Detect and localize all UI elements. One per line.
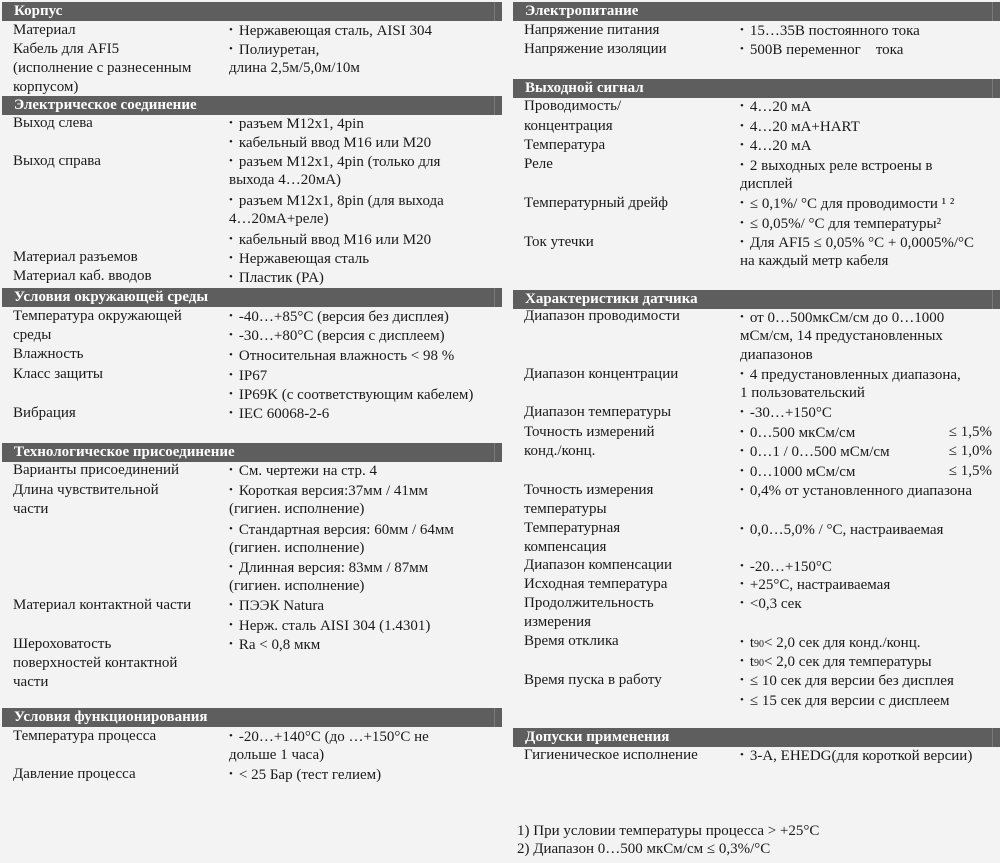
section-header: Характеристики датчика (513, 290, 1000, 309)
section-header: Электрическое соединение (2, 96, 502, 115)
spec-label: Диапазон концентрации (524, 366, 679, 382)
spec-value: • ≤ 10 сек для версии без дисплея (740, 671, 954, 692)
spec-label: Время пуска в работу (524, 672, 662, 688)
spec-value: • Нержавеющая сталь (229, 249, 369, 270)
spec-value: длина 2,5м/5,0м/10м (229, 60, 360, 76)
section-header: Допуски применения (513, 728, 1000, 747)
spec-label: конд./конц. (524, 443, 596, 459)
spec-value: дисплей (740, 176, 793, 192)
spec-value: • 15…35В постоянного тока (740, 21, 920, 42)
spec-value: • -20…+140°C (до …+150°C не (229, 727, 429, 748)
spec-label: Температура окружающей (13, 308, 182, 324)
section-header: Условия функционирования (2, 708, 502, 727)
spec-value: • 4 предустановленных диапазона, (740, 365, 961, 386)
spec-label: Шероховатость (13, 636, 112, 652)
spec-value: • ≤ 15 сек для версии с дисплеем (740, 691, 950, 712)
response-text: < 2,0 сек для конд./конц. (764, 635, 921, 651)
spec-label: Проводимость/ (524, 98, 622, 114)
spec-label: температуры (524, 501, 607, 517)
spec-label: Материал (13, 22, 76, 38)
spec-label: Реле (524, 156, 553, 172)
spec-value: • разъем M12x1, 4pin (только для (229, 152, 440, 173)
spec-value: диапазонов (740, 347, 813, 363)
spec-value: • кабельный ввод M16 или M20 (229, 133, 431, 154)
spec-value: (гигиен. исполнение) (229, 540, 365, 556)
section-header: Выходной сигнал (513, 79, 1000, 98)
spec-label: Температура процесса (13, 728, 157, 744)
spec-value: мСм/см, 14 предустановленных (740, 328, 943, 344)
spec-label: концентрация (524, 118, 613, 134)
spec-value: • Стандартная версия: 60мм / 64мм (229, 520, 454, 541)
spec-value: • 4…20 мА (740, 97, 811, 118)
spec-label: Температура (524, 137, 606, 153)
section-header: Технологическое присоединение (2, 443, 502, 462)
spec-value: • разъем M12x1, 4pin (229, 114, 364, 135)
spec-value: • 500В переменног тока (740, 40, 903, 61)
spec-label: поверхностей контактной (13, 655, 178, 671)
spec-value: • Для AFI5 ≤ 0,05% °C + 0,0005%/°C (740, 233, 974, 254)
accuracy-range: • 0…1 / 0…500 мСм/см (740, 442, 890, 463)
spec-label: Исходная температура (524, 576, 668, 592)
spec-value: • См. чертежи на стр. 4 (229, 461, 377, 482)
spec-value: • 0,4% от установленного диапазона (740, 481, 972, 502)
spec-label: Гигиеническое исполнение (524, 747, 698, 763)
spec-value: 1 пользовательский (740, 385, 865, 401)
spec-value: • 3-A, EHEDG(для короткой версии) (740, 746, 972, 767)
accuracy-range: • 0…500 мкСм/см (740, 423, 855, 444)
spec-label: (исполнение с разнесенным (13, 60, 192, 76)
spec-label: части (13, 501, 49, 517)
spec-value: (гигиен. исполнение) (229, 501, 365, 517)
spec-value: • 4…20 мА+HART (740, 117, 860, 138)
t90-symbol: t (749, 635, 755, 651)
spec-label: Точность измерения (524, 482, 654, 498)
accuracy-limit: ≤ 1,0% (948, 443, 992, 459)
spec-value: • Пластик (PA) (229, 268, 324, 289)
t90-symbol: t (749, 654, 755, 670)
footnote: 2) Диапазон 0…500 мкСм/см ≤ 0,3%/°C (517, 841, 771, 857)
spec-label: среды (13, 327, 52, 343)
spec-value: • Короткая версия:37мм / 41мм (229, 481, 428, 502)
spec-value: • 2 выходных реле встроены в (740, 156, 932, 177)
spec-label: Давление процесса (13, 766, 136, 782)
spec-value: • Нерж. сталь AISI 304 (1.4301) (229, 616, 430, 637)
spec-value: • Относительная влажность < 98 % (229, 346, 454, 367)
spec-value: • -30…+150°C (740, 403, 832, 424)
spec-value: • <0,3 сек (740, 594, 802, 615)
spec-label: Напряжение изоляции (524, 41, 667, 57)
spec-value: • IP67 (229, 366, 267, 387)
spec-value: 4…20мА+реле) (229, 211, 329, 227)
spec-value: • от 0…500мкСм/см до 0…1000 (740, 308, 944, 329)
section-header: Электропитание (513, 2, 1000, 21)
spec-label: Выход слева (13, 115, 93, 131)
spec-label: Материал каб. вводов (13, 268, 152, 284)
spec-label: Длина чувствительной (13, 482, 159, 498)
spec-value: на каждый метр кабеля (740, 253, 889, 269)
spec-label: Варианты присоединений (13, 462, 180, 478)
spec-value: дольше 1 часа) (229, 747, 325, 763)
spec-label: Продолжительность (524, 595, 654, 611)
spec-label: Выход справа (13, 153, 101, 169)
spec-label: Вибрация (13, 405, 76, 421)
spec-label: измерения (524, 614, 592, 630)
spec-value: • разъем M12x1, 8pin (для выхода (229, 191, 444, 212)
spec-label: Класс защиты (13, 366, 104, 382)
spec-value: • -30…+80°C (версия с дисплеем) (229, 326, 445, 347)
accuracy-limit: ≤ 1,5% (948, 463, 992, 479)
spec-value: • +25°C, настраиваемая (740, 575, 890, 596)
spec-label: Диапазон проводимости (524, 308, 680, 324)
spec-value: • Ra < 0,8 мкм (229, 635, 320, 656)
spec-value: • ≤ 0,1%/ °C для проводимости ¹ ² (740, 194, 954, 215)
spec-label: Точность измерений (524, 424, 655, 440)
spec-label: Влажность (13, 346, 84, 362)
spec-value: • -40…+85°C (версия без дисплея) (229, 307, 449, 328)
spec-value: • 4…20 мА (740, 136, 811, 157)
spec-label: части (13, 674, 49, 690)
spec-value: • Длинная версия: 83мм / 87мм (229, 558, 428, 579)
spec-value: выхода 4…20мА) (229, 172, 342, 188)
section-header: Корпус (2, 2, 502, 21)
spec-value: • кабельный ввод M16 или M20 (229, 230, 431, 251)
spec-value: (гигиен. исполнение) (229, 578, 365, 594)
accuracy-limit: ≤ 1,5% (948, 424, 992, 440)
spec-value: • 0,0…5,0% / °C, настраиваемая (740, 520, 943, 541)
spec-value: • ПЭЭК Natura (229, 596, 324, 617)
spec-label: Материал разъемов (13, 249, 138, 265)
spec-label: Диапазон температуры (524, 404, 672, 420)
spec-label: Температурная (524, 520, 621, 536)
t90-subscript: 90 (754, 639, 765, 650)
spec-label: Напряжение питания (524, 22, 660, 38)
spec-label: Диапазон компенсации (524, 557, 673, 573)
spec-label: Кабель для AFI5 (13, 41, 120, 57)
spec-label: Материал контактной части (13, 597, 192, 613)
spec-label: Температурный дрейф (524, 195, 668, 211)
spec-value: • IEC 60068-2-6 (229, 404, 329, 425)
spec-label: Ток утечки (524, 234, 594, 250)
spec-value: • Полиуретан, (229, 40, 319, 61)
spec-value: • ≤ 0,05%/ °C для температуры² (740, 214, 941, 235)
spec-value: • -20…+150°C (740, 557, 832, 578)
response-text: < 2,0 сек для температуры (764, 654, 932, 670)
spec-value: • Нержавеющая сталь, AISI 304 (229, 21, 432, 42)
accuracy-range: • 0…1000 мСм/см (740, 462, 855, 483)
spec-label: компенсация (524, 539, 607, 555)
spec-label: Время отклика (524, 633, 619, 649)
footnote: 1) При условии температуры процесса > +25°C (517, 823, 820, 839)
spec-value: • IP69K (с соответствующим кабелем) (229, 385, 473, 406)
section-header: Условия окружающей среды (2, 288, 502, 307)
t90-subscript: 90 (754, 658, 765, 669)
spec-value: • < 25 Бар (тест гелием) (229, 765, 381, 786)
spec-label: корпусом) (13, 79, 79, 95)
